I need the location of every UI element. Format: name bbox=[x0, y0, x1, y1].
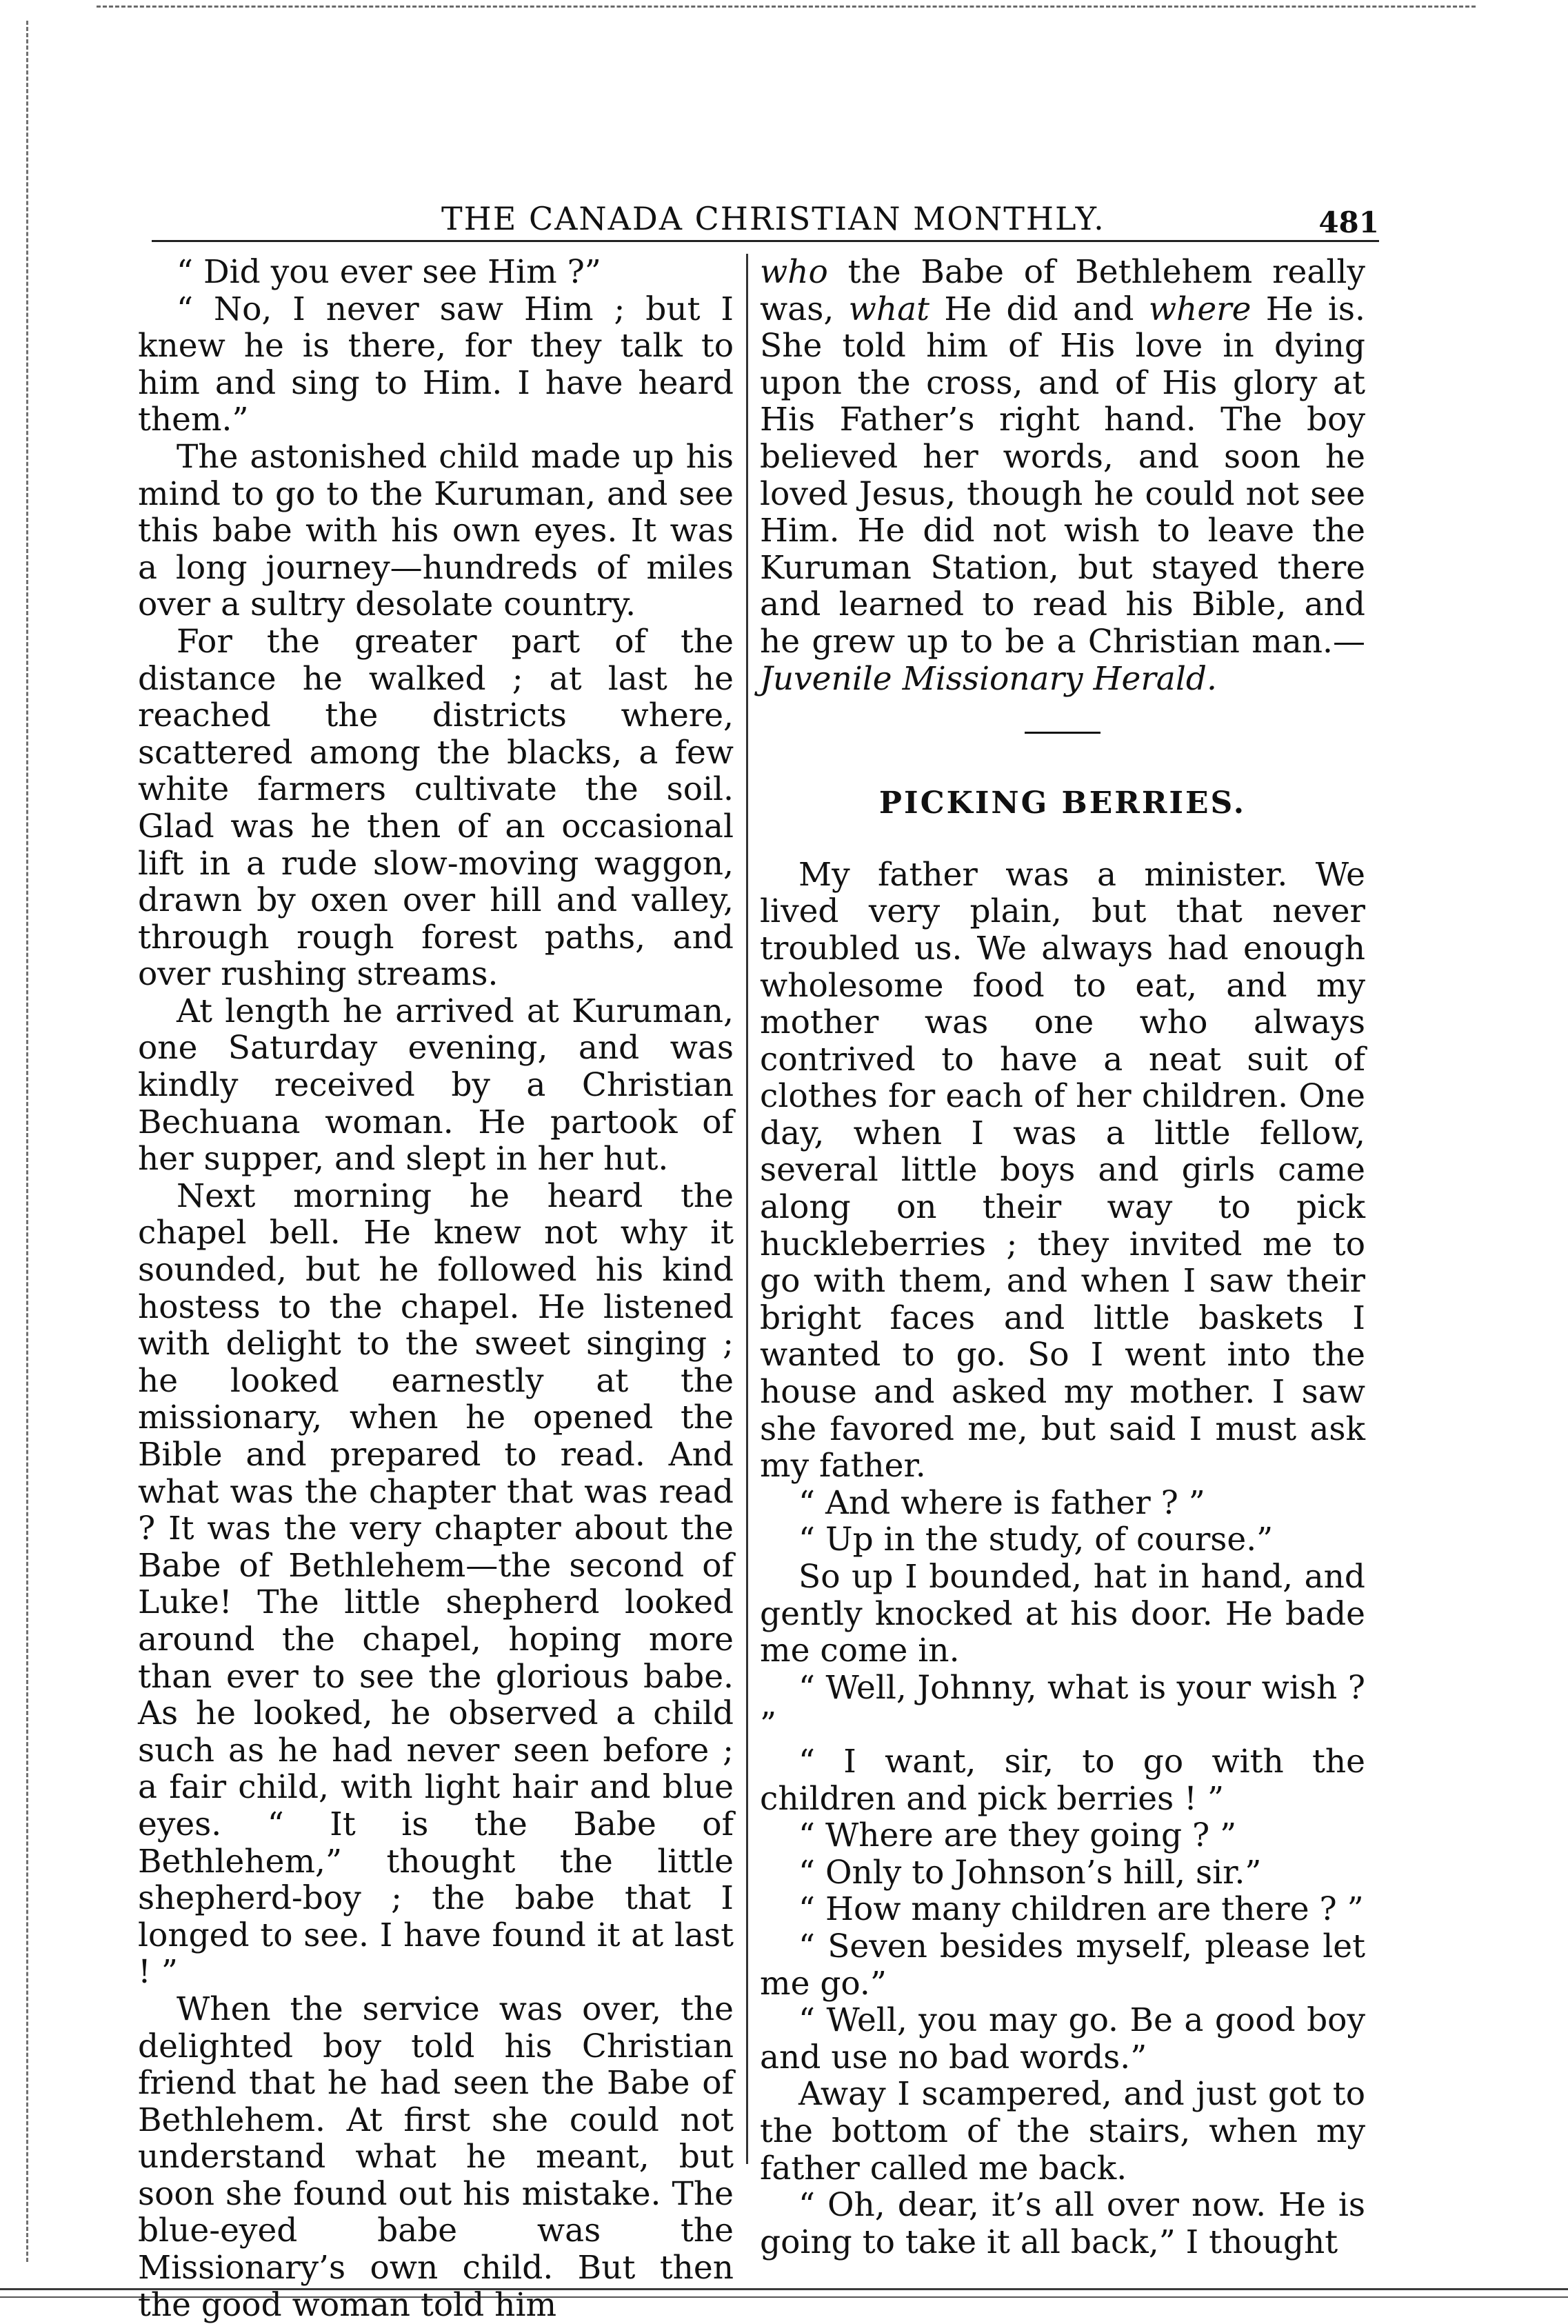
scan-edge-top bbox=[97, 6, 1476, 8]
emphasis-who: who bbox=[760, 253, 828, 291]
paragraph: “ I want, sir, to go with the children and pick berries ! ” bbox=[760, 1742, 1365, 1818]
continuation-text: He did and bbox=[929, 290, 1149, 328]
paragraph: “ No, I never saw Him ; but I knew he is there, for they talk to him and sing to Him. I have heard them.” bbox=[138, 290, 734, 439]
emphasis-what: what bbox=[848, 290, 930, 328]
paragraph: “ Well, Johnny, what is your wish ? ” bbox=[760, 1668, 1365, 1744]
paragraph: The astonished child made up his mind to go to the Kuruman, and see this babe with his own eyes. It was a long journey—hundreds of miles over a sultry desolate country. bbox=[138, 437, 734, 624]
paragraph: At length he arrived at Kuruman, one Saturday evening, and was kindly received by a Christian Bechuana woman. He partook of her supper, and slept in her hut. bbox=[138, 992, 734, 1179]
emphasis-where: where bbox=[1148, 290, 1252, 328]
scan-edge-left bbox=[26, 21, 28, 2262]
continuation-text: the Babe of Bethlehem really was, bbox=[760, 253, 1365, 328]
paragraph: “ How many children are there ? ” bbox=[798, 1890, 1364, 1929]
page-header bbox=[152, 194, 1379, 239]
left-column bbox=[138, 254, 734, 2323]
section-rule bbox=[1025, 732, 1100, 734]
header-rule bbox=[152, 240, 1379, 242]
right-column bbox=[760, 254, 1365, 2261]
source-citation: Juvenile Missionary Herald. bbox=[760, 659, 1217, 698]
paragraph: For the greater part of the distance he walked ; at last he reached the districts where, scattered among the blacks, a few white farmers cultivate the soil. Glad was he then of an occasional lift in a rude slow-moving waggon, drawn by oxen over hill and valley, through rough forest paths, and over rushing streams. bbox=[138, 622, 734, 994]
continuation-paragraph bbox=[760, 254, 1365, 697]
paragraph: “ Only to Johnson’s hill, sir.” bbox=[798, 1853, 1262, 1892]
paragraph: “ Well, you may go. Be a good boy and use no bad words.” bbox=[760, 2001, 1365, 2076]
paragraph: “ And where is father ? ” bbox=[798, 1483, 1205, 1522]
page-number: 481 bbox=[1318, 206, 1379, 239]
paragraph: “ Where are they going ? ” bbox=[798, 1816, 1237, 1855]
paragraph: Away I scampered, and just got to the bottom of the stairs, when my father called me back. bbox=[760, 2075, 1365, 2187]
paragraph: “ Up in the study, of course.” bbox=[798, 1521, 1274, 1559]
section-title: PICKING BERRIES. bbox=[878, 785, 1247, 821]
column-divider bbox=[746, 254, 748, 2164]
paragraph: “ Seven besides myself, please let me go.” bbox=[760, 1927, 1365, 2003]
paragraph: “ Did you ever see Him ?” bbox=[177, 253, 601, 291]
paragraph: So up I bounded, hat in hand, and gently knocked at his door. He bade me come in. bbox=[760, 1558, 1365, 1670]
continuation-text: He is. She told him of His love in dying upon the cross, and of His glory at His Father’s right hand. The boy believed her words, and soon he loved Jesus, though he could not see Him. He did not wish to leave the Kuruman Station, but stayed there and learned to read his Bible, and he grew up to be a Christian man.— bbox=[760, 290, 1365, 661]
paragraph: “ Oh, dear, it’s all over now. He is going to take it all back,” I thought bbox=[760, 2186, 1365, 2261]
paragraph: My father was a minister. We lived very plain, but that never troubled us. We always had enough wholesome food to eat, and my mother was one who always contrived to have a neat suit of clothes for each of her children. One day, when I was a little fellow, several little boys and girls came along on their way to pick huckleberries ; they invited me to go with them, and when I saw their bright faces and little baskets I wanted to go. So I went into the house and asked my mother. I saw she favored me, but said I must ask my father. bbox=[760, 855, 1365, 1485]
paragraph: Next morning he heard the chapel bell. He knew not why it sounded, but he followed his kind hostess to the chapel. He listened with delight to the sweet singing ; he looked earnestly at the missionary, when he opened the Bible and prepared to read. And what was the chapter that was read ? It was the very chapter about the Babe of Bethlehem—the second of Luke! The little shepherd looked around the chapel, hoping more than ever to see the glorious babe. As he looked, he observed a child such as he had never seen before ; a fair child, with light hair and blue eyes. “ It is the Babe of Bethlehem,” thought the little shepherd-boy ; the babe that I longed to see. I have found it at last ! ” bbox=[138, 1176, 734, 1992]
running-title: THE CANADA CHRISTIAN MONTHLY. bbox=[441, 200, 1105, 237]
paragraph: When the service was over, the delighted boy told his Christian friend that he had seen the Babe of Bethlehem. At first she could not understand what he meant, but soon she found out his mistake. The blue-eyed babe was the Missionary’s own child. But then the good woman told him bbox=[138, 1990, 734, 2324]
